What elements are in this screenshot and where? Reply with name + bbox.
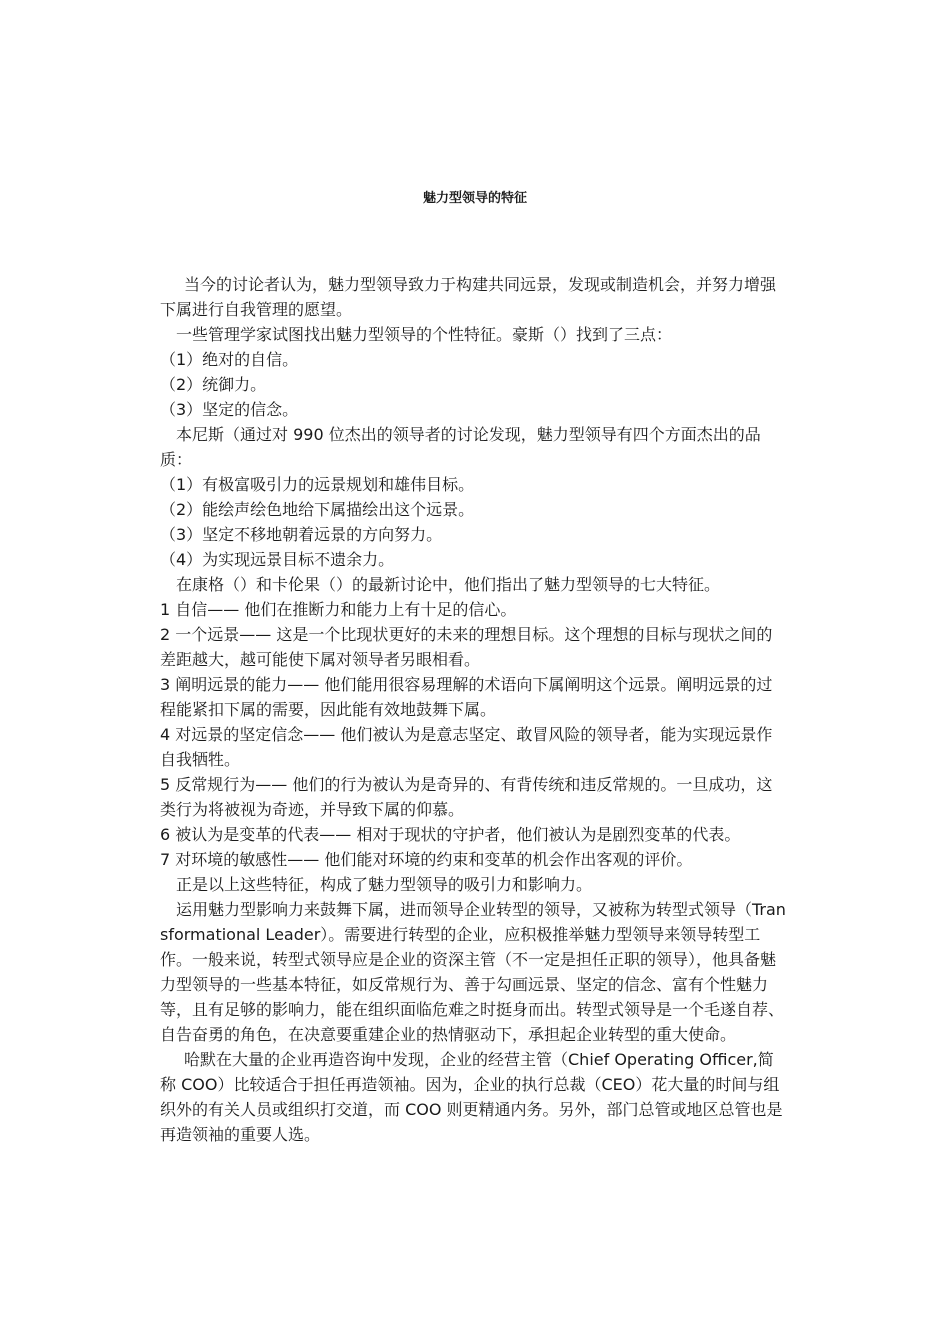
trait-item: 5 反常规行为—— 他们的行为被认为是奇异的、有背传统和违反常规的。一旦成功，这类行为将被视为奇迹，并导致下属的仰慕。 bbox=[160, 775, 773, 819]
list-item: （2）能绘声绘色地给下属描绘出这个远景。 bbox=[160, 500, 475, 519]
list-item: （3）坚定不移地朝着远景的方向努力。 bbox=[160, 525, 443, 544]
document-body bbox=[160, 272, 788, 1147]
list-item: （1）有极富吸引力的远景规划和雄伟目标。 bbox=[160, 475, 475, 494]
trait-item: 2 一个远景—— 这是一个比现状更好的未来的理想目标。这个理想的目标与现状之间的差距越大，越可能使下属对领导者另眼相看。 bbox=[160, 625, 773, 669]
list-item: （4）为实现远景目标不遗余力。 bbox=[160, 550, 395, 569]
list-item: （2）统御力。 bbox=[160, 375, 267, 394]
trait-item: 4 对远景的坚定信念—— 他们被认为是意志坚定、敢冒风险的领导者，能为实现远景作自我牺牲。 bbox=[160, 725, 773, 769]
trait-item: 3 阐明远景的能力—— 他们能用很容易理解的术语向下属阐明这个远景。阐明远景的过程能紧扣下属的需要，因此能有效地鼓舞下属。 bbox=[160, 675, 773, 719]
list-item: （1）绝对的自信。 bbox=[160, 350, 299, 369]
trait-item: 7 对环境的敏感性—— 他们能对环境的约束和变革的机会作出客观的评价。 bbox=[160, 850, 693, 869]
trait-item: 6 被认为是变革的代表—— 相对于现状的守护者，他们被认为是剧烈变革的代表。 bbox=[160, 825, 741, 844]
paragraph-hammer: 哈默在大量的企业再造咨询中发现，企业的经营主管（Chief Operating Officer,简称 COO）比较适合于担任再造领袖。因为，企业的执行总裁（CEO）花大量的时间与组织外的有关人员或组织打交道，而 COO 则更精通内务。另外，部门总管或地区总管也是再造领袖的重要人选。 bbox=[160, 1050, 783, 1144]
list-item: （3）坚定的信念。 bbox=[160, 400, 299, 419]
paragraph-house: 一些管理学家试图找出魅力型领导的个性特征。豪斯（）找到了三点： bbox=[176, 325, 673, 344]
paragraph-transformational: 运用魅力型影响力来鼓舞下属，进而领导企业转型的领导，又被称为转型式领导（Transformational Leader）。需要进行转型的企业，应积极推举魅力型领导来领导转型工作。一般来说，转型式领导应是企业的资深主管（不一定是担任正职的领导），他具备魅力型领导的一些基本特征，如反常规行为、善于勾画远景、坚定的信念、富有个性魅力等，且有足够的影响力，能在组织面临危难之时挺身而出。转型式领导是一个毛遂自荐、自告奋勇的角色，在决意要重建企业的热情驱动下，承担起企业转型的重大使命。 bbox=[160, 900, 786, 1044]
document-title: 魅力型领导的特征 bbox=[422, 191, 527, 206]
paragraph-intro: 当今的讨论者认为，魅力型领导致力于构建共同远景，发现或制造机会，并努力增强下属进行自我管理的愿望。 bbox=[160, 275, 777, 319]
trait-item: 1 自信—— 他们在推断力和能力上有十足的信心。 bbox=[160, 600, 517, 619]
paragraph-summary: 正是以上这些特征，构成了魅力型领导的吸引力和影响力。 bbox=[176, 875, 593, 894]
paragraph-bennis: 本尼斯（通过对 990 位杰出的领导者的讨论发现，魅力型领导有四个方面杰出的品质： bbox=[160, 425, 761, 469]
paragraph-conger: 在康格（）和卡伦果（）的最新讨论中，他们指出了魅力型领导的七大特征。 bbox=[176, 575, 721, 594]
